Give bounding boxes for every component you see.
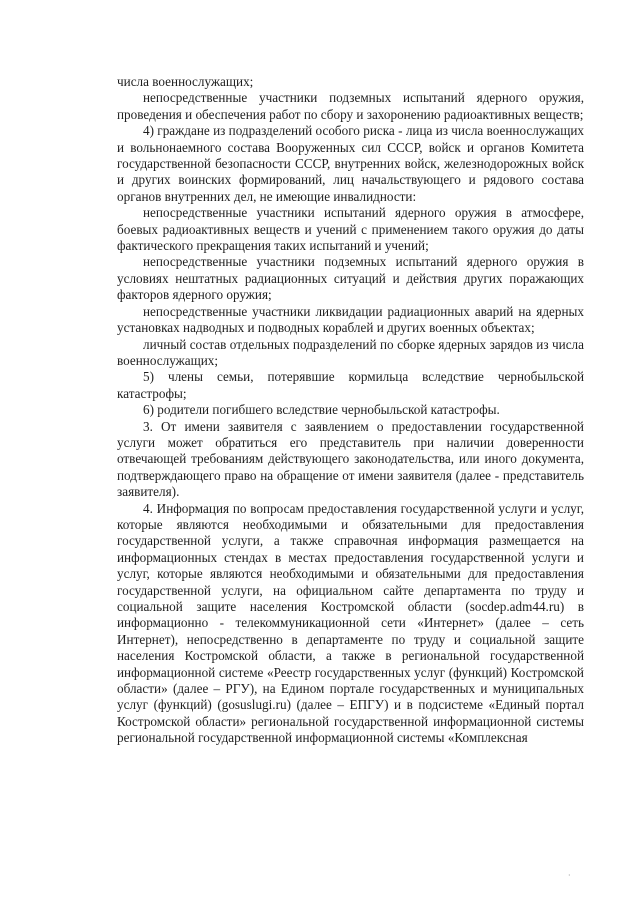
paragraph-accident-liquidation: непосредственные участники ликвидации радиационных аварий на ядерных установках надводных и подводных кораблей и других военных объектах; bbox=[117, 303, 584, 336]
paragraph-section-3: 3. От имени заявителя с заявлением о предоставлении государственной услуги может обратиться его представитель при наличии доверенности отвечающей требованиям действующего законодательства, или иного документа, подтверждающего право на обращение от имени заявителя (далее - представитель заявителя). bbox=[117, 418, 584, 500]
paragraph-atmosphere-tests: непосредственные участники испытаний ядерного оружия в атмосфере, боевых радиоактивных веществ и учений с применением такого оружия до даты фактического прекращения таких испытаний и учений; bbox=[117, 205, 584, 254]
paragraph-assembly-units: личный состав отдельных подразделений по сборке ядерных зарядов из числа военнослужащих; bbox=[117, 336, 584, 368]
paragraph-section-4: 4. Информация по вопросам предоставления государственной услуги и услуг, которые являются необходимыми и обязательными для предоставления государственной услуги, а также справочная информация размещается на информационных стендах в местах предоставления государственной услуги и услуг, которые являются необходимыми и обязательными для предоставления государственной услуги, на официальном сайте департамента по труду и социальной защите населения Костромской области (socdep.adm44.ru) в информационно - телекоммуникационной сети «Интернет» (далее – сеть Интернет), непосредственно в департаменте по труду и социальной защите населения Костромской области, а также в региональной государственной информационной системе «Реестр государственных услуг (функций) Костромской области» (далее – РГУ), на Едином портале государственных и муниципальных услуг (функций) (gosuslugi.ru) (далее – ЕПГУ) и в подсистеме «Единый портал Костромской области» региональной государственной информационной системы региональной государственной информационной системы «Комплексная bbox=[117, 500, 584, 746]
scan-speck-mark: · bbox=[568, 871, 571, 880]
paragraph-continuation: числа военнослужащих; bbox=[117, 74, 254, 89]
paragraph-emergency-tests: непосредственные участники подземных испытаний ядерного оружия в условиях нештатных радиационных ситуаций и действия других поражающих факторов ядерного оружия; bbox=[117, 254, 584, 303]
paragraph-item-6: 6) родители погибшего вследствие чернобыльской катастрофы. bbox=[143, 402, 500, 418]
paragraph-item-5: 5) члены семьи, потерявшие кормильца вследствие чернобыльской катастрофы; bbox=[117, 369, 584, 401]
paragraph-underground-tests: непосредственные участники подземных испытаний ядерного оружия, проведения и обеспечения работ по сбору и захоронению радиоактивных веществ; bbox=[117, 90, 584, 122]
document-body bbox=[117, 74, 584, 747]
paragraph-item-4: 4) граждане из подразделений особого риска - лица из числа военнослужащих и вольнонаемного состава Вооруженных сил СССР, войск и органов Комитета государственной безопасности СССР, внутренних войск, железнодорожных войск и других воинских формирований, лиц начальствующего и рядового состава органов внутренних дел, не имеющие инвалидности: bbox=[117, 123, 584, 204]
